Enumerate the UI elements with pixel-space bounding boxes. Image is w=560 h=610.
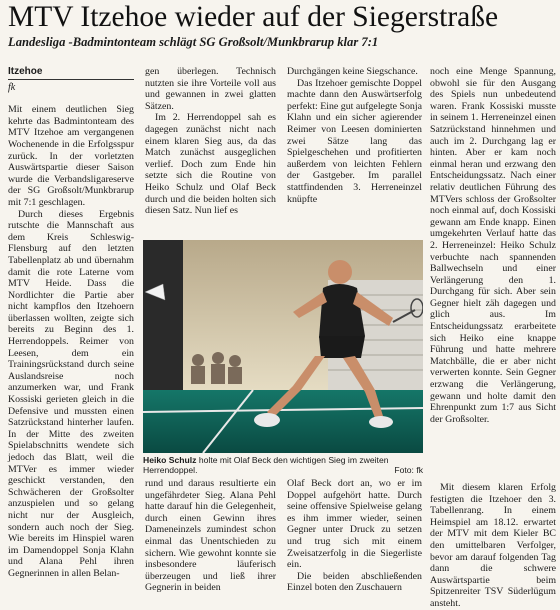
- spectators: [191, 352, 242, 384]
- paragraph: Mit diesem klaren Erfolg festigten die Itzehoer den 3. Tabellenrang. In einem Heimspiel am 18.12. erwartet der MTV mit dem Kieler BC den umittelbaren Verfolger, bevor am darauf folgenden Tag dann die schwere Auswärtspartie beim Spitzenreiter TSV Süderlügum ansteht.: [430, 482, 556, 609]
- paragraph: Olaf Beck dort an, wo er im Doppel aufgehört hatte. Durch seine offensive Spielweise gelang es ihm immer wieder, seinen Gegner unter Druck zu setzen und trug sich mit einem Zweisatzerfolg in die Siegerliste ein.: [287, 478, 422, 571]
- photo-credit: Foto: fk: [394, 465, 423, 476]
- dateline: Itzehoe: [8, 66, 134, 80]
- paragraph: rund und daraus resultierte ein ungefährdeter Sieg. Alana Pehl hatte darauf hin die Gelegenheit, durch einen Gewinn ihres Dameneinzels zumindest schon einmal das Unentschieden zu sichern. Wie gewohnt konnte sie insbesondere läuferisch überzeugen und ließ ihrer Gegnerin in beiden: [145, 478, 276, 594]
- column-2: [145, 66, 276, 217]
- photo-illustration: [143, 240, 423, 453]
- paragraph: gen überlegen. Technisch nutzten sie ihre Vorteile voll aus und gewannen in zwei glatten Sätzen.: [145, 66, 276, 112]
- paragraph: Das Itzehoer gemischte Doppel machte dann den Auswärtserfolg perfekt: Eine gut aufgelegte Sonja Klahn und ein sicher agierender Reimer von Leesen dominierten zwei Sätze lang das Spielgeschehen und profitierten außerdem von leichten Fehlern der Gastgeber. Im parallel stattfindenden 3. Herreneinzel knüpfte: [287, 77, 422, 205]
- column-3: [287, 66, 422, 205]
- column-4: [430, 66, 556, 425]
- paragraph: Die beiden abschließenden Einzel boten den Zuschauern: [287, 570, 422, 594]
- column-2-continued: [145, 478, 276, 594]
- dark-corner: [143, 240, 183, 390]
- caption-text: holte mit Olaf Beck den wichtigen Sieg im zweiten Herrendoppel.: [143, 455, 389, 476]
- paragraph: Durchgängen keine Siegschance.: [287, 66, 418, 77]
- paragraph: Mit einem deutlichen Sieg kehrte das Badmintonteam des MTV Itzehoe am vergangenen Wochenende in die Erfolgsspur zurück. In der vorletzten Auswärtspartie dieser Saison wurde die Verbandsligareserve der SG Großsolt/Munkbrarup mit 7:1 geschlagen.: [8, 104, 134, 208]
- caption-name: Heiko Schulz: [143, 455, 197, 465]
- photo-caption: [143, 455, 423, 475]
- column-3-continued: [287, 478, 422, 594]
- column-4-continued: [430, 482, 556, 610]
- subheadline: Landesliga -Badmintonteam schlägt SG Großsolt/Munkbrarup klar 7:1: [8, 35, 379, 49]
- paragraph: Durch dieses Ergebnis rutschte die Mannschaft aus dem Kreis Schleswig-Flensburg auf den letzten Tabellenplatz ab und übernahm damit die rote Laterne vom MTV Heide. Dass die Nordlichter die Partie aber nicht kampflos den Itzehoern überlassen wollten, zeigte sich bereits zu Beginn des 1. Herrendoppels. Reimer von Leesen, dem ein Trainingsrückstand durch seine Auslandsreise noch anzumerken war, und Frank Kossiski gerieten gleich in die Defensive und mussten einen Satzrückstand hinterher laufen. In der Mitte des zweiten Spielabschnitts wendete sich jedoch das Blatt, weil die MTVer es immer wieder geschickt verstanden, den Schwächeren der Großsolter anzuspielen und so gelang nicht nur der Ausgleich, sondern auch noch der Sieg. Wie bereits im Hinspiel waren im Damendoppel Sonja Klahn und Alana Pehl ihren Gegnerinnen in allen Belan-: [8, 208, 134, 579]
- paragraph: noch eine Menge Spannung, obwohl sie für den Ausgang des Spiels nun unbedeutend waren. Frank Kossiski musste in seinem 1. Herreneinzel einen Satzrückstand hinnehmen und auch im 2. Durchgang lag er hinten. Aber er kam noch einmal heran und erzwang den Entscheidungssatz. Nach einer relativ deutlichen Führung des MTVers schloss der Großsolter noch einmal auf, doch Kossiski gewann am Ende knapp. Einen umgekehrten Verlauf hatte das 2. Herreneinzel: Heiko Schulz verbuchte nach spannenden Ballwechseln und einer Verlängerung den 1. Durchgang für sich. Aber sein Gegner hielt zäh dagegen und glich aus. Im Entscheidungssatz erarbeitete sich Heiko eine knappe Führung und hatte mehrere Matchbälle, die er aber nicht verwerten konnte. Sein Gegner erzwang die Verlängerung, gewann und holte damit den Ehrenpunkt zum 1:7 aus Sicht der Großsolter.: [430, 66, 556, 425]
- headline: MTV Itzehoe wieder auf der Siegerstraße: [8, 1, 499, 33]
- column-1: [8, 66, 134, 580]
- paragraph: Im 2. Herrendoppel sah es dagegen zunächst nicht nach einem klaren Sieg aus, da das Match zunächst ausgeglichen verlief. Doch zum Ende hin setzte sich die Routine von Heiko Schulz und Olaf Beck durch und die beiden holten sich diesen Satz. Nun lief es: [145, 112, 276, 217]
- author: fk: [8, 81, 16, 93]
- badminton-player-photo: [143, 240, 423, 453]
